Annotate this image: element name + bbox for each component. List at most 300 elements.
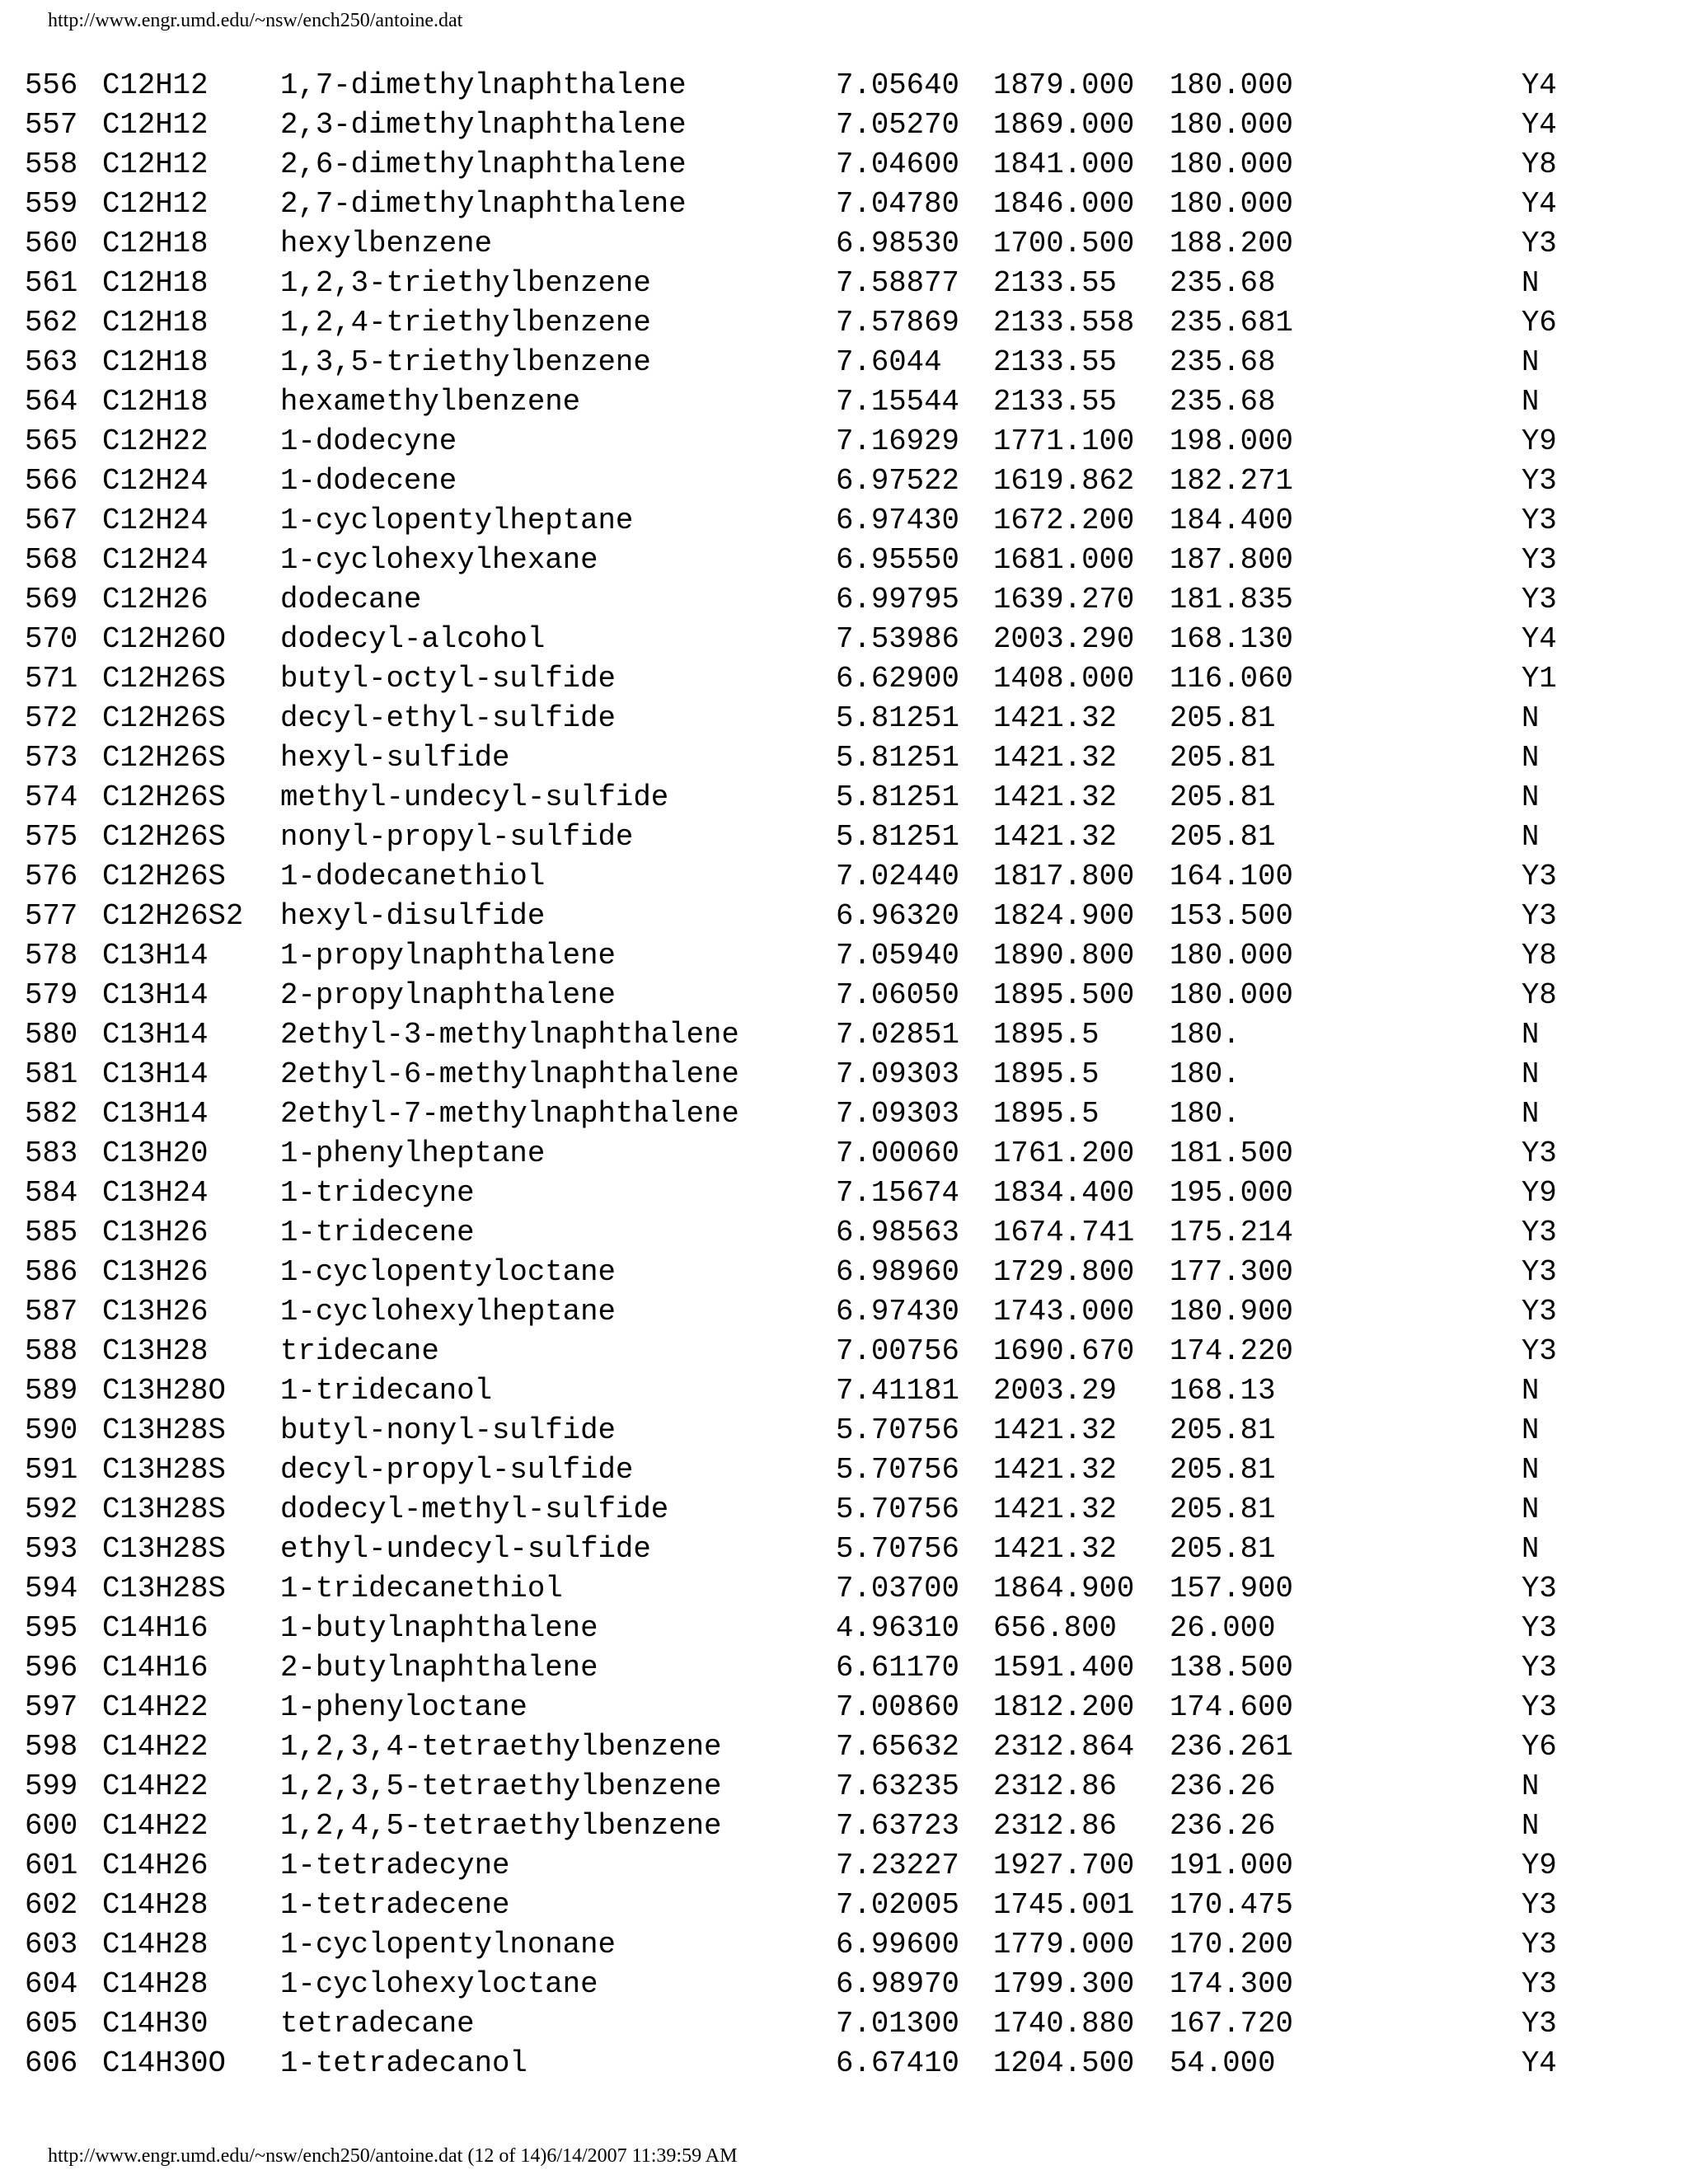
data-flag: N	[1522, 741, 1540, 775]
antoine-b: 1869.000	[993, 108, 1135, 142]
antoine-c: 174.600	[1170, 1690, 1293, 1724]
compound-number: 580	[25, 1018, 78, 1052]
data-flag: N	[1522, 1809, 1540, 1843]
antoine-c: 235.68	[1170, 266, 1276, 300]
compound-formula: C13H26	[102, 1255, 209, 1289]
compound-formula: C12H12	[102, 68, 209, 102]
compound-number: 556	[25, 68, 78, 102]
antoine-b: 1729.800	[993, 1255, 1135, 1289]
compound-name: 1-tetradecyne	[280, 1849, 510, 1882]
compound-number: 579	[25, 978, 78, 1012]
data-flag: Y3	[1522, 2007, 1557, 2041]
compound-name: 2ethyl-6-methylnaphthalene	[280, 1057, 739, 1091]
compound-number: 572	[25, 701, 78, 735]
compound-formula: C13H28	[102, 1334, 209, 1368]
antoine-b: 1745.001	[993, 1888, 1135, 1922]
compound-name: hexyl-sulfide	[280, 741, 510, 775]
antoine-b: 1421.32	[993, 1453, 1117, 1487]
compound-formula: C13H14	[102, 939, 209, 972]
compound-number: 578	[25, 939, 78, 972]
compound-formula: C14H28	[102, 1928, 209, 1961]
compound-formula: C12H24	[102, 543, 209, 577]
antoine-c: 205.81	[1170, 1453, 1276, 1487]
antoine-c: 168.130	[1170, 622, 1293, 656]
antoine-c: 170.475	[1170, 1888, 1293, 1922]
compound-name: 1-cyclopentylheptane	[280, 504, 634, 537]
compound-formula: C12H12	[102, 148, 209, 181]
antoine-a: 7.03700	[836, 1572, 959, 1605]
antoine-a: 7.15674	[836, 1176, 959, 1210]
compound-formula: C12H12	[102, 108, 209, 142]
data-flag: Y4	[1522, 108, 1557, 142]
compound-number: 606	[25, 2046, 78, 2080]
antoine-a: 5.70756	[836, 1413, 959, 1447]
compound-formula: C12H24	[102, 464, 209, 498]
compound-number: 561	[25, 266, 78, 300]
antoine-c: 205.81	[1170, 1532, 1276, 1566]
antoine-a: 7.00860	[836, 1690, 959, 1724]
compound-number: 557	[25, 108, 78, 142]
compound-formula: C13H20	[102, 1137, 209, 1170]
antoine-b: 1700.500	[993, 227, 1135, 260]
compound-formula: C12H26	[102, 583, 209, 616]
compound-number: 574	[25, 780, 78, 814]
data-flag: N	[1522, 1453, 1540, 1487]
compound-formula: C12H26S	[102, 701, 226, 735]
compound-name: butyl-nonyl-sulfide	[280, 1413, 616, 1447]
antoine-c: 180.000	[1170, 939, 1293, 972]
antoine-a: 7.02005	[836, 1888, 959, 1922]
antoine-a: 7.06050	[836, 978, 959, 1012]
antoine-b: 1895.500	[993, 978, 1135, 1012]
compound-formula: C14H30	[102, 2007, 209, 2041]
antoine-c: 26.000	[1170, 1611, 1276, 1645]
compound-name: 1-tridecyne	[280, 1176, 475, 1210]
antoine-c: 195.000	[1170, 1176, 1293, 1210]
compound-formula: C13H28S	[102, 1532, 226, 1566]
antoine-a: 6.99600	[836, 1928, 959, 1961]
compound-formula: C14H22	[102, 1809, 209, 1843]
compound-number: 560	[25, 227, 78, 260]
compound-name: 1-tetradecanol	[280, 2046, 528, 2080]
antoine-b: 1743.000	[993, 1295, 1135, 1329]
data-flag: Y3	[1522, 504, 1557, 537]
compound-number: 595	[25, 1611, 78, 1645]
antoine-a: 5.70756	[836, 1532, 959, 1566]
antoine-a: 7.09303	[836, 1057, 959, 1091]
data-flag: Y4	[1522, 68, 1557, 102]
antoine-c: 205.81	[1170, 1493, 1276, 1526]
antoine-b: 2003.29	[993, 1374, 1117, 1408]
compound-formula: C14H22	[102, 1690, 209, 1724]
compound-name: 1,2,3-triethylbenzene	[280, 266, 651, 300]
compound-name: dodecyl-alcohol	[280, 622, 546, 656]
compound-number: 576	[25, 860, 78, 893]
compound-number: 586	[25, 1255, 78, 1289]
data-flag: N	[1522, 1769, 1540, 1803]
antoine-b: 1421.32	[993, 1532, 1117, 1566]
compound-name: 2,3-dimethylnaphthalene	[280, 108, 687, 142]
page-header-url: http://www.engr.umd.edu/~nsw/ench250/antoine.dat	[48, 10, 463, 31]
compound-name: hexyl-disulfide	[280, 899, 546, 933]
compound-formula: C14H22	[102, 1730, 209, 1764]
antoine-c: 164.100	[1170, 860, 1293, 893]
data-flag: Y3	[1522, 1137, 1557, 1170]
data-flag: Y4	[1522, 187, 1557, 221]
data-flag: Y9	[1522, 1849, 1557, 1882]
antoine-b: 1879.000	[993, 68, 1135, 102]
compound-name: 1,3,5-triethylbenzene	[280, 345, 651, 379]
compound-number: 559	[25, 187, 78, 221]
compound-formula: C12H24	[102, 504, 209, 537]
compound-name: nonyl-propyl-sulfide	[280, 820, 634, 854]
data-flag: Y3	[1522, 860, 1557, 893]
antoine-a: 7.00060	[836, 1137, 959, 1170]
compound-number: 567	[25, 504, 78, 537]
antoine-b: 1864.900	[993, 1572, 1135, 1605]
compound-number: 587	[25, 1295, 78, 1329]
antoine-a: 7.41181	[836, 1374, 959, 1408]
compound-name: 2-butylnaphthalene	[280, 1651, 598, 1685]
antoine-b: 1421.32	[993, 780, 1117, 814]
compound-formula: C12H12	[102, 187, 209, 221]
compound-number: 577	[25, 899, 78, 933]
antoine-b: 1812.200	[993, 1690, 1135, 1724]
data-flag: N	[1522, 1413, 1540, 1447]
compound-formula: C12H18	[102, 385, 209, 419]
compound-number: 564	[25, 385, 78, 419]
compound-number: 562	[25, 306, 78, 340]
compound-number: 603	[25, 1928, 78, 1961]
antoine-c: 235.68	[1170, 345, 1276, 379]
data-flag: Y3	[1522, 543, 1557, 577]
compound-name: dodecane	[280, 583, 422, 616]
antoine-c: 180.000	[1170, 148, 1293, 181]
antoine-a: 7.05270	[836, 108, 959, 142]
antoine-b: 2133.55	[993, 345, 1117, 379]
antoine-c: 180.000	[1170, 108, 1293, 142]
antoine-c: 138.500	[1170, 1651, 1293, 1685]
antoine-c: 236.261	[1170, 1730, 1293, 1764]
antoine-c: 180.	[1170, 1057, 1240, 1091]
compound-formula: C13H28S	[102, 1493, 226, 1526]
antoine-a: 7.01300	[836, 2007, 959, 2041]
data-flag: Y3	[1522, 1572, 1557, 1605]
data-flag: Y3	[1522, 1888, 1557, 1922]
compound-name: 1-cyclohexylhexane	[280, 543, 598, 577]
antoine-c: 205.81	[1170, 741, 1276, 775]
antoine-a: 7.05940	[836, 939, 959, 972]
compound-number: 581	[25, 1057, 78, 1091]
antoine-a: 6.97430	[836, 1295, 959, 1329]
data-flag: N	[1522, 345, 1540, 379]
data-flag: Y4	[1522, 622, 1557, 656]
compound-number: 568	[25, 543, 78, 577]
compound-formula: C13H28O	[102, 1374, 226, 1408]
antoine-b: 1846.000	[993, 187, 1135, 221]
compound-name: tridecane	[280, 1334, 439, 1368]
compound-number: 598	[25, 1730, 78, 1764]
data-flag: Y8	[1522, 148, 1557, 181]
antoine-b: 1408.000	[993, 662, 1135, 696]
compound-formula: C13H14	[102, 978, 209, 1012]
antoine-b: 1421.32	[993, 701, 1117, 735]
antoine-b: 1672.200	[993, 504, 1135, 537]
antoine-b: 1834.400	[993, 1176, 1135, 1210]
antoine-a: 6.98563	[836, 1216, 959, 1249]
compound-name: 1-propylnaphthalene	[280, 939, 616, 972]
antoine-b: 2133.55	[993, 385, 1117, 419]
data-flag: Y3	[1522, 1967, 1557, 2001]
antoine-c: 205.81	[1170, 701, 1276, 735]
antoine-c: 205.81	[1170, 1413, 1276, 1447]
antoine-a: 5.81251	[836, 701, 959, 735]
antoine-b: 2312.864	[993, 1730, 1135, 1764]
antoine-a: 7.63723	[836, 1809, 959, 1843]
antoine-a: 7.04600	[836, 148, 959, 181]
data-flag: Y3	[1522, 1611, 1557, 1645]
data-flag: Y3	[1522, 227, 1557, 260]
data-flag: Y3	[1522, 1690, 1557, 1724]
compound-name: 1-dodecyne	[280, 424, 457, 458]
antoine-a: 6.98970	[836, 1967, 959, 2001]
antoine-a: 5.81251	[836, 780, 959, 814]
antoine-c: 235.681	[1170, 306, 1293, 340]
antoine-a: 4.96310	[836, 1611, 959, 1645]
antoine-b: 1799.300	[993, 1967, 1135, 2001]
data-flag: N	[1522, 780, 1540, 814]
antoine-b: 1421.32	[993, 741, 1117, 775]
compound-formula: C12H26O	[102, 622, 226, 656]
antoine-a: 6.67410	[836, 2046, 959, 2080]
compound-formula: C14H22	[102, 1769, 209, 1803]
data-flag: Y3	[1522, 899, 1557, 933]
data-flag: Y3	[1522, 583, 1557, 616]
compound-name: 1,2,3,4-tetraethylbenzene	[280, 1730, 722, 1764]
compound-name: methyl-undecyl-sulfide	[280, 780, 669, 814]
compound-name: 1-dodecanethiol	[280, 860, 546, 893]
compound-number: 583	[25, 1137, 78, 1170]
antoine-c: 180.000	[1170, 978, 1293, 1012]
compound-name: 2-propylnaphthalene	[280, 978, 616, 1012]
antoine-b: 1771.100	[993, 424, 1135, 458]
page-footer: http://www.engr.umd.edu/~nsw/ench250/antoine.dat (12 of 14)6/14/2007 11:39:59 AM	[48, 2145, 738, 2167]
antoine-b: 1761.200	[993, 1137, 1135, 1170]
compound-number: 569	[25, 583, 78, 616]
compound-formula: C12H26S	[102, 741, 226, 775]
compound-number: 605	[25, 2007, 78, 2041]
antoine-a: 5.81251	[836, 820, 959, 854]
data-flag: Y3	[1522, 1255, 1557, 1289]
compound-formula: C12H18	[102, 227, 209, 260]
antoine-a: 6.99795	[836, 583, 959, 616]
antoine-b: 656.800	[993, 1611, 1117, 1645]
data-flag: Y3	[1522, 1928, 1557, 1961]
antoine-b: 2003.290	[993, 622, 1135, 656]
compound-name: 2,7-dimethylnaphthalene	[280, 187, 687, 221]
antoine-b: 1421.32	[993, 1493, 1117, 1526]
compound-name: 1-cyclopentylnonane	[280, 1928, 616, 1961]
antoine-a: 6.95550	[836, 543, 959, 577]
antoine-c: 170.200	[1170, 1928, 1293, 1961]
data-flag: N	[1522, 701, 1540, 735]
antoine-a: 7.02440	[836, 860, 959, 893]
compound-formula: C12H26S2	[102, 899, 244, 933]
antoine-c: 174.300	[1170, 1967, 1293, 2001]
data-flag: Y8	[1522, 978, 1557, 1012]
compound-number: 571	[25, 662, 78, 696]
antoine-b: 1895.5	[993, 1097, 1100, 1131]
compound-number: 558	[25, 148, 78, 181]
antoine-c: 191.000	[1170, 1849, 1293, 1882]
compound-number: 591	[25, 1453, 78, 1487]
antoine-c: 188.200	[1170, 227, 1293, 260]
antoine-b: 1817.800	[993, 860, 1135, 893]
antoine-a: 6.61170	[836, 1651, 959, 1685]
data-flag: N	[1522, 266, 1540, 300]
compound-name: 1-butylnaphthalene	[280, 1611, 598, 1645]
antoine-c: 180.000	[1170, 68, 1293, 102]
antoine-c: 54.000	[1170, 2046, 1276, 2080]
antoine-c: 175.214	[1170, 1216, 1293, 1249]
compound-formula: C12H18	[102, 266, 209, 300]
antoine-a: 7.16929	[836, 424, 959, 458]
antoine-b: 1421.32	[993, 1413, 1117, 1447]
compound-name: 1-tetradecene	[280, 1888, 510, 1922]
compound-formula: C13H28S	[102, 1453, 226, 1487]
antoine-c: 205.81	[1170, 820, 1276, 854]
antoine-c: 116.060	[1170, 662, 1293, 696]
data-flag: N	[1522, 1493, 1540, 1526]
antoine-b: 1895.5	[993, 1018, 1100, 1052]
antoine-a: 7.58877	[836, 266, 959, 300]
antoine-c: 180.900	[1170, 1295, 1293, 1329]
antoine-b: 2312.86	[993, 1769, 1117, 1803]
antoine-b: 1681.000	[993, 543, 1135, 577]
compound-number: 584	[25, 1176, 78, 1210]
compound-formula: C12H26S	[102, 860, 226, 893]
compound-formula: C14H26	[102, 1849, 209, 1882]
compound-name: 2ethyl-3-methylnaphthalene	[280, 1018, 739, 1052]
data-flag: Y3	[1522, 1334, 1557, 1368]
antoine-c: 182.271	[1170, 464, 1293, 498]
antoine-a: 6.97430	[836, 504, 959, 537]
antoine-c: 181.500	[1170, 1137, 1293, 1170]
data-flag: Y8	[1522, 939, 1557, 972]
compound-number: 593	[25, 1532, 78, 1566]
antoine-a: 7.53986	[836, 622, 959, 656]
compound-number: 575	[25, 820, 78, 854]
compound-formula: C12H26S	[102, 662, 226, 696]
compound-name: 1,7-dimethylnaphthalene	[280, 68, 687, 102]
compound-name: 1,2,4-triethylbenzene	[280, 306, 651, 340]
data-flag: N	[1522, 1018, 1540, 1052]
antoine-b: 1740.880	[993, 2007, 1135, 2041]
compound-name: dodecyl-methyl-sulfide	[280, 1493, 669, 1526]
antoine-a: 5.81251	[836, 741, 959, 775]
antoine-a: 7.09303	[836, 1097, 959, 1131]
antoine-b: 1690.670	[993, 1334, 1135, 1368]
antoine-a: 7.6044	[836, 345, 942, 379]
compound-number: 601	[25, 1849, 78, 1882]
compound-formula: C13H14	[102, 1097, 209, 1131]
compound-name: 1-tridecanol	[280, 1374, 492, 1408]
compound-formula: C12H18	[102, 345, 209, 379]
data-flag: N	[1522, 1532, 1540, 1566]
antoine-c: 180.000	[1170, 187, 1293, 221]
compound-number: 566	[25, 464, 78, 498]
antoine-b: 2312.86	[993, 1809, 1117, 1843]
compound-formula: C14H30O	[102, 2046, 226, 2080]
antoine-b: 1674.741	[993, 1216, 1135, 1249]
compound-formula: C12H22	[102, 424, 209, 458]
data-flag: Y9	[1522, 1176, 1557, 1210]
compound-number: 589	[25, 1374, 78, 1408]
antoine-a: 6.98530	[836, 227, 959, 260]
antoine-c: 180.	[1170, 1018, 1240, 1052]
data-flag: Y6	[1522, 1730, 1557, 1764]
compound-name: butyl-octyl-sulfide	[280, 662, 616, 696]
data-flag: Y6	[1522, 306, 1557, 340]
compound-number: 590	[25, 1413, 78, 1447]
antoine-c: 174.220	[1170, 1334, 1293, 1368]
data-flag: N	[1522, 385, 1540, 419]
compound-name: 1-tridecene	[280, 1216, 475, 1249]
compound-name: 2ethyl-7-methylnaphthalene	[280, 1097, 739, 1131]
data-flag: Y1	[1522, 662, 1557, 696]
antoine-a: 7.05640	[836, 68, 959, 102]
antoine-b: 1639.270	[993, 583, 1135, 616]
compound-number: 599	[25, 1769, 78, 1803]
compound-formula: C14H28	[102, 1967, 209, 2001]
compound-formula: C12H18	[102, 306, 209, 340]
compound-formula: C13H28S	[102, 1572, 226, 1605]
data-flag: Y3	[1522, 1651, 1557, 1685]
compound-formula: C13H26	[102, 1216, 209, 1249]
data-flag: N	[1522, 1097, 1540, 1131]
antoine-c: 236.26	[1170, 1769, 1276, 1803]
antoine-a: 7.63235	[836, 1769, 959, 1803]
antoine-a: 6.62900	[836, 662, 959, 696]
antoine-a: 5.70756	[836, 1493, 959, 1526]
compound-formula: C14H16	[102, 1651, 209, 1685]
antoine-c: 205.81	[1170, 780, 1276, 814]
compound-number: 563	[25, 345, 78, 379]
antoine-c: 184.400	[1170, 504, 1293, 537]
antoine-a: 7.15544	[836, 385, 959, 419]
antoine-a: 6.98960	[836, 1255, 959, 1289]
antoine-c: 153.500	[1170, 899, 1293, 933]
antoine-c: 198.000	[1170, 424, 1293, 458]
antoine-b: 1204.500	[993, 2046, 1135, 2080]
antoine-a: 7.00756	[836, 1334, 959, 1368]
compound-number: 592	[25, 1493, 78, 1526]
antoine-a: 7.04780	[836, 187, 959, 221]
antoine-a: 7.23227	[836, 1849, 959, 1882]
antoine-a: 7.57869	[836, 306, 959, 340]
compound-name: hexylbenzene	[280, 227, 492, 260]
compound-name: 1-cyclohexylheptane	[280, 1295, 616, 1329]
compound-name: decyl-propyl-sulfide	[280, 1453, 634, 1487]
compound-name: 1-cyclohexyloctane	[280, 1967, 598, 2001]
compound-formula: C13H24	[102, 1176, 209, 1210]
antoine-b: 1895.5	[993, 1057, 1100, 1091]
compound-number: 596	[25, 1651, 78, 1685]
compound-name: 1-dodecene	[280, 464, 457, 498]
compound-number: 585	[25, 1216, 78, 1249]
compound-number: 588	[25, 1334, 78, 1368]
antoine-c: 168.13	[1170, 1374, 1276, 1408]
